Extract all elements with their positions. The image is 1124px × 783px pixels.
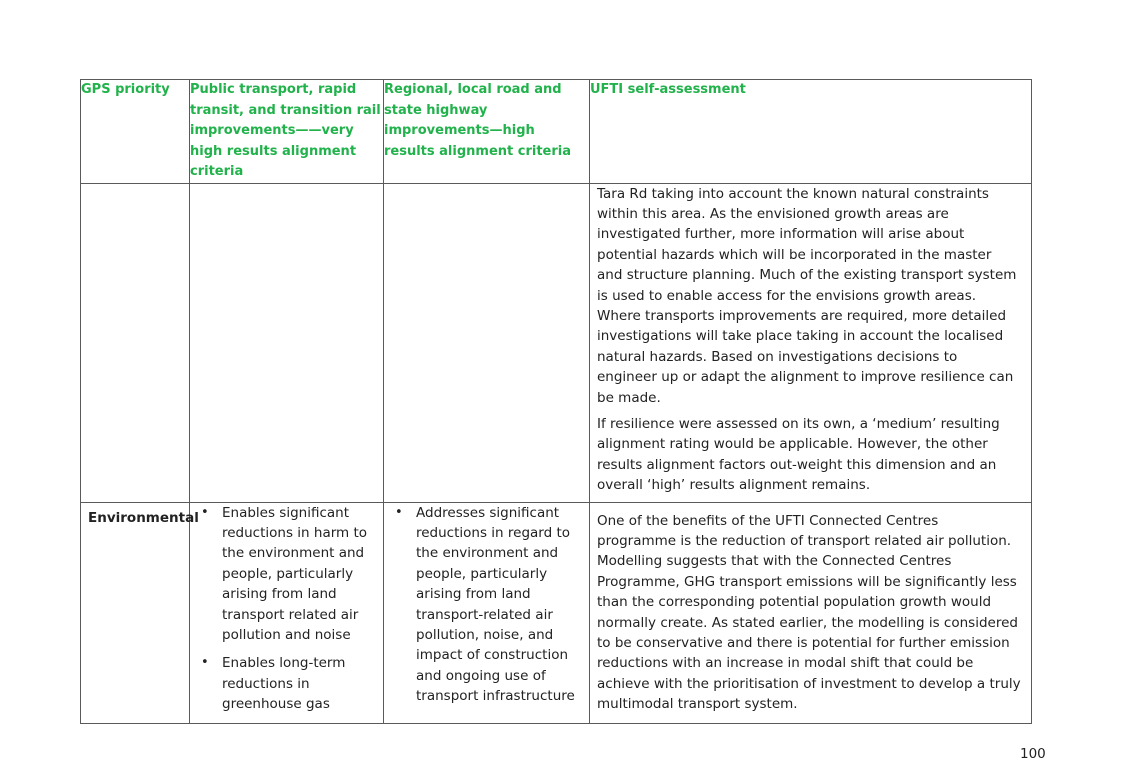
assessment-paragraph: Tara Rd taking into account the known natural constraints within this area. As the envisioned growth areas are investigated further, more information will arise about potential hazards which will be incorporated in the master and structure planning. Much of the existing transport system is used to enable access for the envisions growth areas. Where transports improvements are required, more detailed investigations will take place taking in account the localised natural hazards. Based on investigations decisions to engineer up or adapt the alignment to improve resilience can be made.: [597, 185, 1017, 406]
page-number: 100: [1020, 746, 1046, 762]
header-ufti-self-assessment: UFTI self-assessment: [590, 80, 1032, 184]
header-road-improvements: Regional, local road and state highway improvements—high results alignment criteria: [384, 80, 590, 184]
list-item: • Enables significant reductions in harm to the environment and people, particularly arising from land transport related air pollution and noise: [190, 503, 383, 646]
criteria-list: [190, 503, 383, 715]
list-item: • Addresses significant reductions in regard to the environment and people, particularly arising from land transport-related air pollution, noise, and impact of construction and ongoing use of transport infrastructure: [384, 503, 589, 707]
public-transport-criteria-cell: [190, 502, 384, 723]
table-row-environmental: [81, 502, 1032, 723]
header-row: [81, 80, 1032, 184]
list-item: • Enables long-term reductions in greenhouse gas: [190, 653, 383, 714]
empty-cell: [81, 183, 190, 502]
assessment-cell: [590, 183, 1032, 502]
empty-cell: [384, 183, 590, 502]
road-criteria-cell: [384, 502, 590, 723]
empty-cell: [190, 183, 384, 502]
assessment-paragraph: One of the benefits of the UFTI Connected Centres programme is the reduction of transport related air pollution. Modelling suggests that with the Connected Centres Programme, GHG transport emissions will be significantly less than the corresponding potential population growth would normally create. As stated earlier, the modelling is considered to be conservative and there is potential for further emission reductions with an increase in modal shift that could be achieve with the prioritisation of investment to develop a truly multimodal transport system.: [597, 512, 1021, 713]
assessment-paragraph: If resilience were assessed on its own, a ‘medium’ resulting alignment rating would be applicable. However, the other results alignment factors out-weight this dimension and an overall ‘high’ results alignment remains.: [597, 415, 1000, 494]
header-gps-priority: GPS priority: [81, 80, 190, 184]
assessment-cell: [590, 502, 1032, 723]
priority-label: Environmental: [88, 509, 199, 526]
priority-cell: [81, 502, 199, 723]
table-row: [81, 183, 1032, 502]
header-public-transport: Public transport, rapid transit, and transition rail improvements——very high results alignment criteria: [190, 80, 384, 184]
assessment-table: [80, 79, 1032, 724]
criteria-list: [384, 503, 589, 707]
